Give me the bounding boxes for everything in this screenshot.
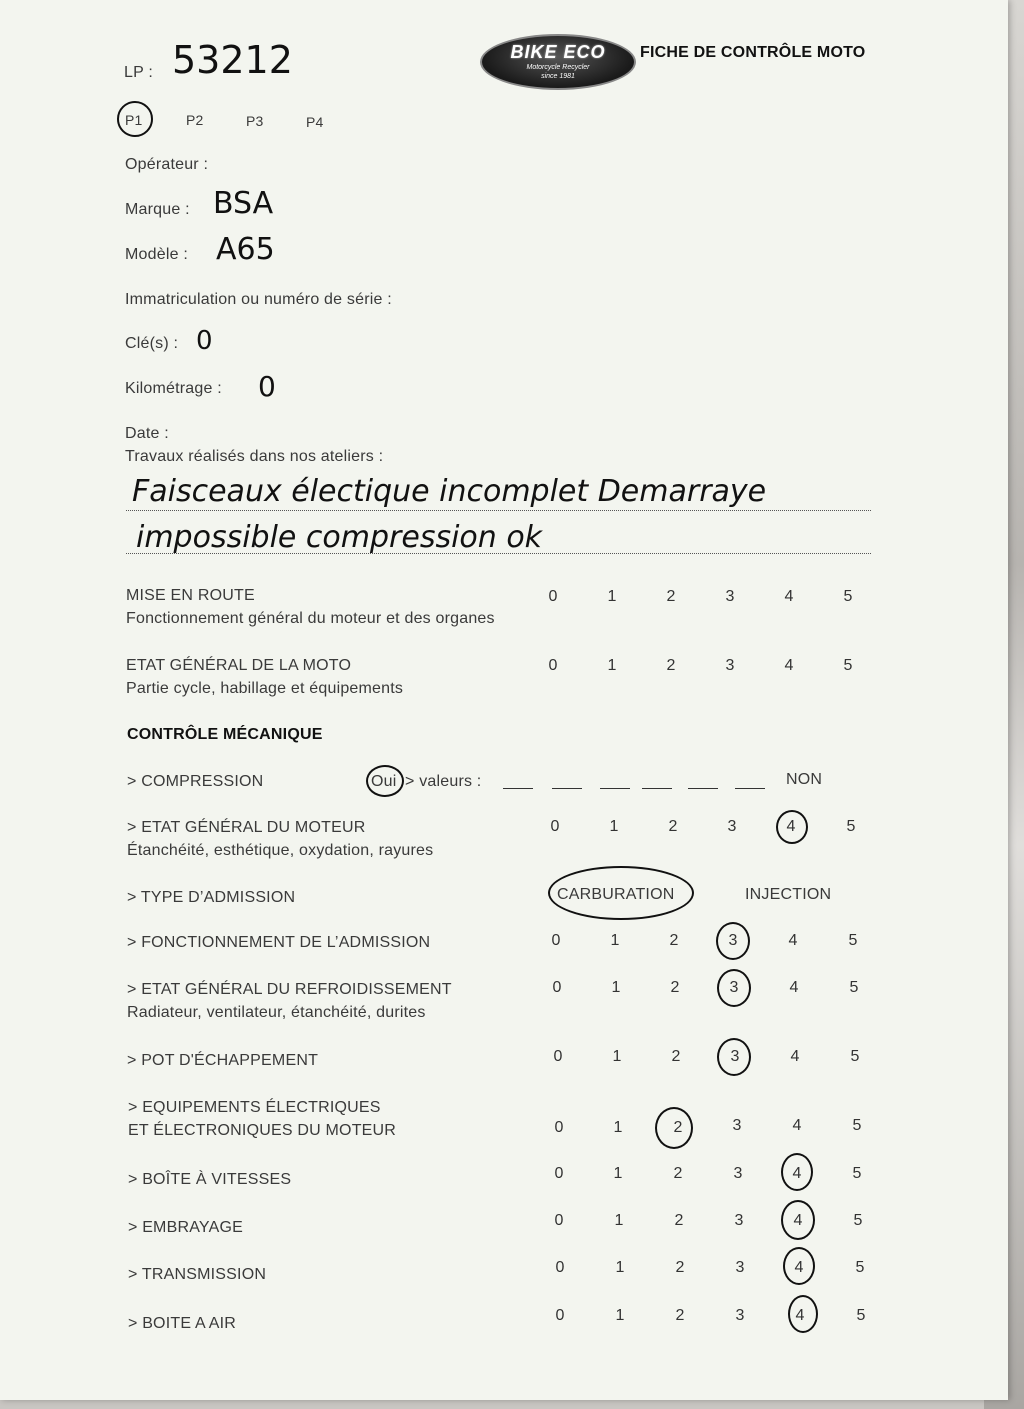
refroidissement-subtitle: Radiateur, ventilateur, étanchéité, durites	[127, 1004, 426, 1021]
boite-air-rating-circle	[788, 1295, 818, 1333]
date-label: Date :	[125, 425, 169, 442]
refroidissement-rating-circle	[717, 969, 751, 1007]
etat-moteur-rating-circle	[776, 810, 808, 844]
boite-air-label: > BOITE A AIR	[128, 1315, 236, 1332]
modele-label: Modèle :	[125, 246, 188, 263]
embrayage-rating-circle	[781, 1200, 815, 1240]
etat-moteur-label: > ETAT GÉNÉRAL DU MOTEUR	[127, 819, 366, 836]
injection-option: INJECTION	[745, 886, 832, 903]
lp-value: 53212	[172, 38, 293, 82]
marque-value: BSA	[213, 186, 274, 221]
compression-value-blank-2	[552, 788, 582, 789]
carburation-option: CARBURATION	[557, 886, 675, 903]
form-title: FICHE DE CONTRÔLE MOTO	[640, 44, 866, 61]
equipements-electriques-rating-circle	[655, 1107, 693, 1149]
etat-moteur-subtitle: Étanchéité, esthétique, oxydation, rayures	[127, 842, 434, 859]
bike-eco-logo: BIKE ECO Motorcycle Recycler since 1981	[480, 34, 636, 90]
compression-value-blank-6	[735, 788, 765, 789]
pot-echappement-label: > POT D'ÉCHAPPEMENT	[127, 1052, 319, 1069]
compression-value-blank-3	[600, 788, 630, 789]
boite-vitesses-rating-circle	[781, 1153, 813, 1191]
modele-value: A65	[216, 232, 275, 267]
position-p1-circle	[117, 101, 153, 137]
equipements-electriques-label-1: > EQUIPEMENTS ÉLECTRIQUES	[128, 1099, 381, 1116]
kilometrage-label: Kilométrage :	[125, 380, 222, 397]
travaux-line-2: impossible compression ok	[136, 520, 543, 555]
cles-value: 0	[196, 326, 213, 356]
pot-echappement-rating-circle	[717, 1038, 751, 1076]
kilometrage-value: 0	[258, 370, 276, 403]
travaux-line-1: Faisceaux électique incomplet Demarraye	[132, 474, 767, 509]
type-admission-label: > TYPE D’ADMISSION	[127, 889, 296, 906]
marque-label: Marque :	[125, 201, 190, 218]
fonctionnement-admission-rating-circle	[716, 922, 750, 960]
etat-moto-title: ETAT GÉNÉRAL DE LA MOTO	[126, 657, 352, 674]
equipements-electriques-label-2: ET ÉLECTRONIQUES DU MOTEUR	[128, 1122, 397, 1139]
immatriculation-label: Immatriculation ou numéro de série :	[125, 291, 392, 308]
inspection-form-sheet: LP : 53212 BIKE ECO Motorcycle Recycler since 1981 FICHE DE CONTRÔLE MOTO P1 P2 P3 P4 Opérateur : Marque : BSA Modèle : A65 Immatriculation ou numéro de série : Clé(s) : 0 Kilométrage : 0 Date : Travaux réalisés dans nos ateliers : Faisceaux électique incomplet Demarraye impossible compression ok MISE EN ROUTE Fonctionnement général du moteur et des organes 0 1 2 3 4 5 ETAT GÉNÉRAL DE LA MOTO Partie cycle, habillage et équipements 0 1 2 3 4 5 CONTRÔLE MÉCANIQUE > COMPRESSION Oui > valeurs : NON > ETAT GÉNÉRAL DU MOTEUR Étanchéité, esthétique, oxydation, rayures 0 1 2 3 4 5 > TYPE D’ADMISSION CARBURATION INJECTION > FONCTIONNEMENT DE L’ADMISSION 0 1 2 3 4 5 > ETAT GÉNÉRAL DU REFROIDISSEMENT Radiateur, ventilateur, étanchéité, durites 0 1 2 3 4 5 > POT D'ÉCHAPPEMENT 0 1 2 3 4 5 > EQUIPEMENTS ÉLECTRIQUES ET ÉLECTRONIQUES DU MOTEUR 0 1 2 3 4 5 > BOÎTE À VITESSES 0 1 2 3 4 5 > EMBRAYAGE 0 1 2 3 4 5 > TRANSMISSION 0 1 2 3 4 5 > BOITE A AIR 0 1 2 3 4 5	[0, 0, 1008, 1400]
lp-label: LP :	[124, 64, 153, 81]
controle-mecanique-heading: CONTRÔLE MÉCANIQUE	[127, 726, 323, 743]
travaux-dotted-line-2	[126, 553, 871, 554]
compression-valeurs-label: > valeurs :	[405, 773, 482, 790]
travaux-label: Travaux réalisés dans nos ateliers :	[125, 448, 384, 465]
compression-value-blank-4	[642, 788, 672, 789]
compression-oui: Oui	[371, 773, 397, 790]
mise-en-route-subtitle: Fonctionnement général du moteur et des organes	[126, 610, 495, 627]
transmission-rating-circle	[783, 1247, 815, 1285]
travaux-dotted-line-1	[126, 510, 871, 511]
embrayage-label: > EMBRAYAGE	[128, 1219, 243, 1236]
position-p1: P1	[125, 112, 143, 128]
transmission-label: > TRANSMISSION	[128, 1266, 267, 1283]
mise-en-route-title: MISE EN ROUTE	[126, 587, 255, 604]
compression-non: NON	[786, 771, 823, 788]
position-p2: P2	[186, 112, 204, 128]
cles-label: Clé(s) :	[125, 335, 179, 352]
position-p3: P3	[246, 113, 264, 129]
compression-value-blank-5	[688, 788, 718, 789]
carburation-circle	[548, 866, 694, 920]
position-p4: P4	[306, 114, 324, 130]
fonctionnement-admission-label: > FONCTIONNEMENT DE L’ADMISSION	[127, 934, 431, 951]
compression-label: > COMPRESSION	[127, 773, 264, 790]
operateur-label: Opérateur :	[125, 156, 209, 173]
boite-vitesses-label: > BOÎTE À VITESSES	[128, 1171, 292, 1188]
etat-moto-subtitle: Partie cycle, habillage et équipements	[126, 680, 404, 697]
refroidissement-label: > ETAT GÉNÉRAL DU REFROIDISSEMENT	[127, 981, 452, 998]
compression-value-blank-1	[503, 788, 533, 789]
compression-oui-circle	[366, 765, 404, 797]
